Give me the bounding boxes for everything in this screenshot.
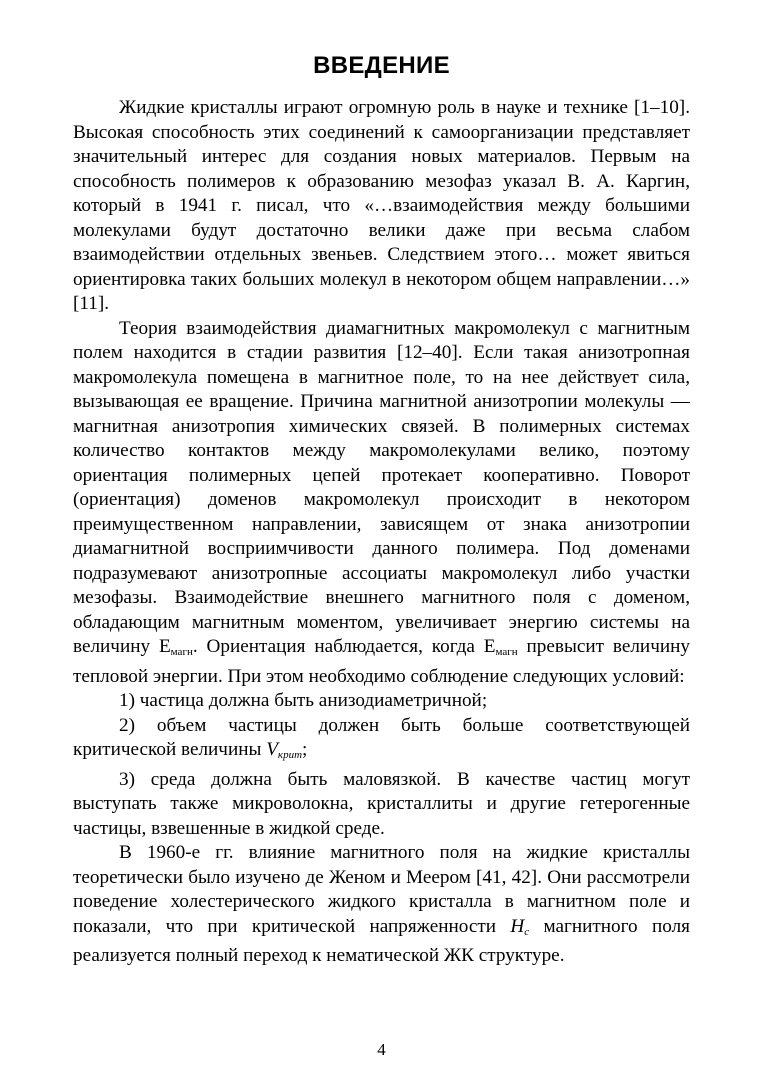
condition-item-2 bbox=[73, 714, 690, 768]
h-critical-subscript-text: c bbox=[524, 925, 530, 938]
h-critical-variable: H bbox=[510, 915, 525, 937]
paragraph-history bbox=[73, 841, 690, 969]
v-critical-subscript-text: крит bbox=[277, 749, 303, 761]
paragraph-intro: Жидкие кристаллы играют огромную роль в науке и технике [1–10]. Высокая способность этих соединений к самоорганизации представляет значительный интерес для создания новых материалов. Первым на способность полимеров к образованию мезофаз указал В. А. Каргин, который в 1941 г. писал, что «…взаимодействия между большими молекулами будут достаточно велики даже при весьма слабом взаимодействии отдельных звеньев. Следствием этого… может явиться ориентировка таких больших молекул в некотором общем направлении…» [11]. bbox=[73, 97, 690, 314]
paragraph-theory-text-c: превысит величину тепловой энергии. При этом необходимо соблюдение следующих условий: bbox=[73, 636, 690, 687]
v-critical-variable: V bbox=[266, 739, 278, 760]
paragraph-history-text-b: магнитного поля реализуется полный переход к нематической ЖК структуре. bbox=[73, 915, 690, 966]
paragraph-theory-text-a: Теория взаимодействия диамагнитных макромолекул с магнитным полем находится в стадии развития [12–40]. Если такая анизотропная макромолекула помещена в магнитное поле, то на нее действует сила, вызывающая ее вращение. Причина магнитной анизотропии молекулы — магнитная анизотропия химических связей. В полимерных системах количество контактов между макромолекулами велико, поэтому ориентация полимерных цепей протекает кооперативно. Поворот (ориентация) доменов макромолекул происходит в некотором преимущественном направлении, зависящем от знака анизотропии диамагнитной восприимчивости данного полимера. Под доменами подразумевают анизотропные ассоциаты макромолекул либо участки мезофазы. Взаимодействие внешнего магнитного поля с доменом, обладающим магнитным моментом, увеличивает энергию системы на величину E bbox=[73, 317, 690, 657]
page-title: ВВЕДЕНИЕ bbox=[313, 52, 450, 79]
page-number: 4 bbox=[377, 1040, 386, 1059]
body-text bbox=[73, 96, 690, 969]
paragraph-history-text-a: В 1960-е гг. влияние магнитного поля на жидкие кристаллы теоретически было изучено де Женом и Меером [41, 42]. Они рассмотрели поведение холестерического жидкого кристалла в магнитном поле и показали, что при критической напряженности bbox=[73, 842, 690, 937]
paragraph-theory-text-b: . Ориентация наблюдается, когда E bbox=[192, 636, 496, 657]
condition-item-2-text-a: 2) объем частицы должен быть больше соответствующей критической величины bbox=[73, 714, 690, 760]
v-critical-subscript bbox=[278, 749, 302, 761]
paragraph-theory bbox=[73, 317, 690, 690]
condition-item-1: 1) частица должна быть анизодиаметричной; bbox=[119, 690, 488, 711]
condition-item-2-text-b: ; bbox=[302, 739, 308, 760]
condition-item-3: 3) среда должна быть маловязкой. В качестве частиц могут выступать также микроволокна, кристаллиты и другие гетерогенные частицы, взвешенные в жидкой среде. bbox=[73, 768, 690, 839]
e-magn-subscript-1: магн bbox=[170, 646, 193, 658]
e-magn-subscript-2: магн bbox=[495, 646, 518, 658]
